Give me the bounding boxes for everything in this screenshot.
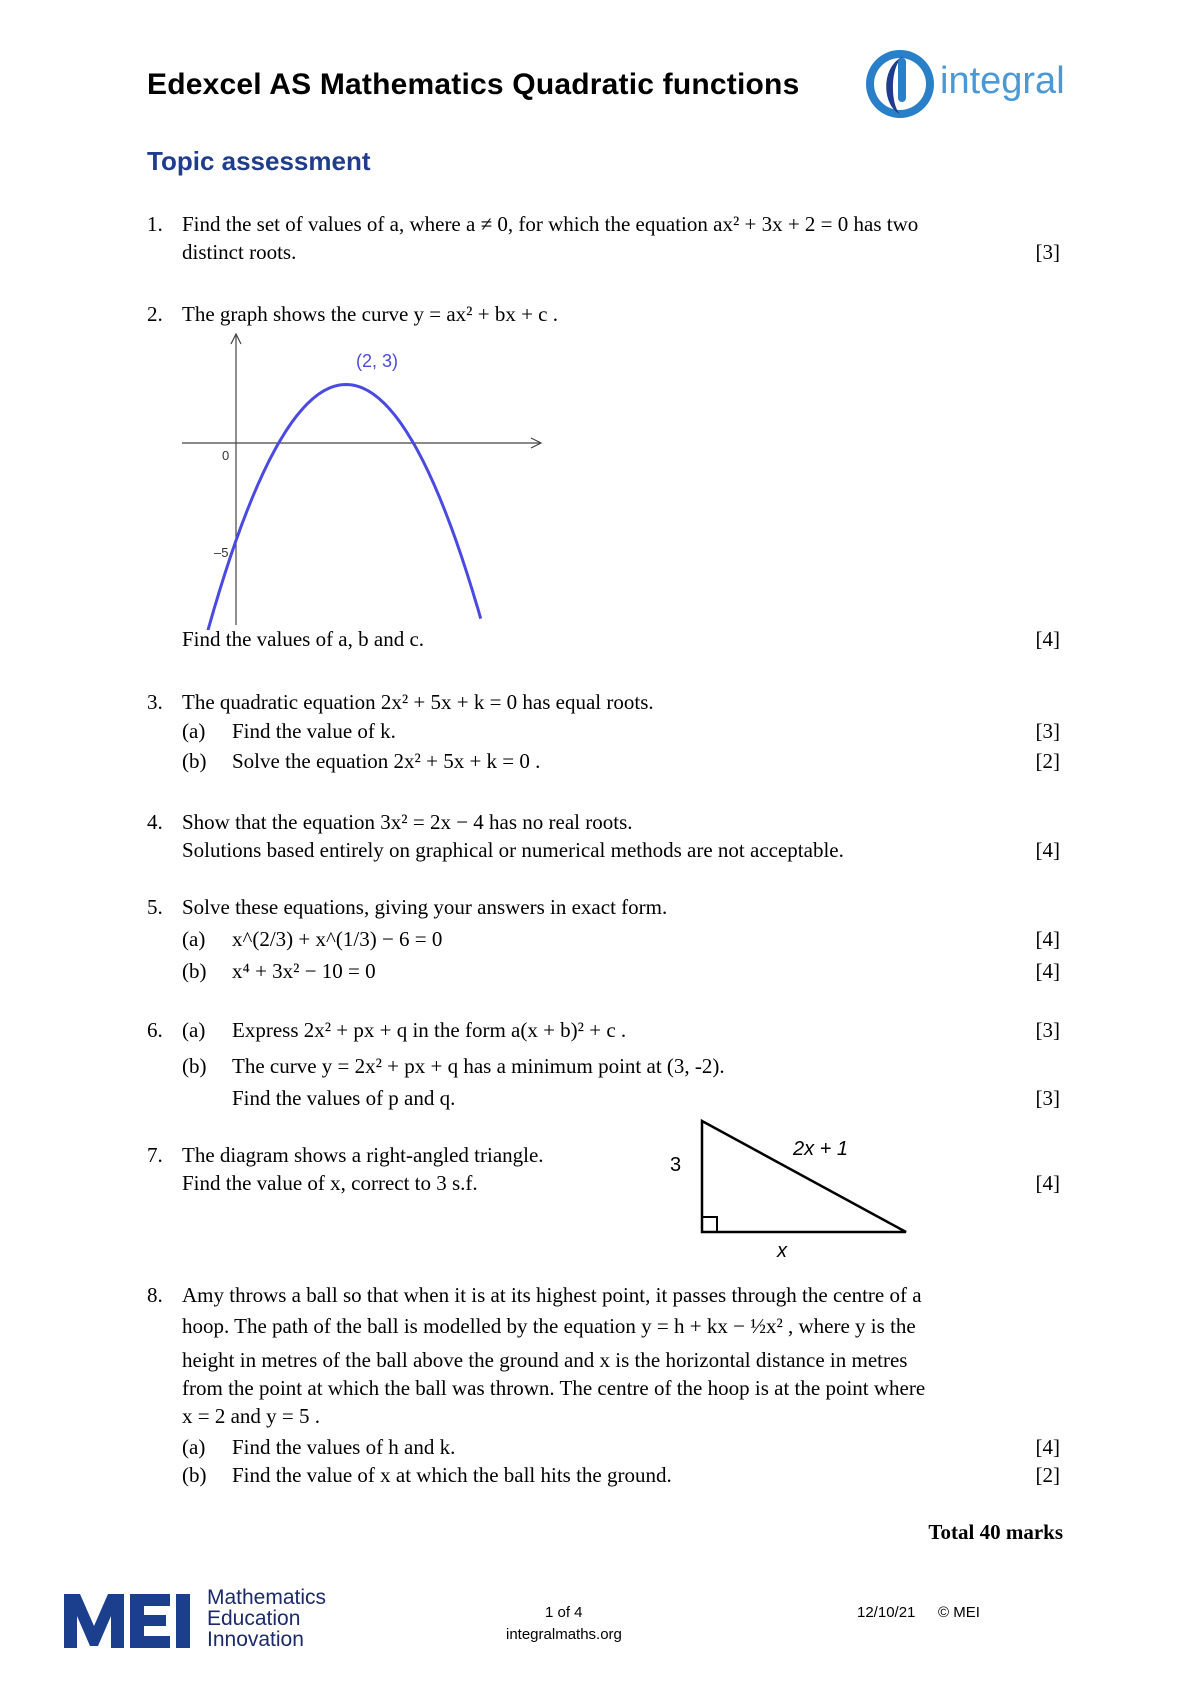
mei-wordmark (207, 1587, 326, 1650)
copyright: © MEI (938, 1604, 980, 1621)
side-vertical-label: 3 (670, 1154, 682, 1176)
mei-word: Mathematics (207, 1586, 327, 1609)
part-text: Find the value of x at which the ball hits the ground. (232, 1463, 672, 1487)
part-label: (b) (182, 1463, 207, 1487)
question-text: height in metres of the ball above the ground and x is the horizontal distance in metres (182, 1348, 908, 1372)
part-label: (b) (182, 959, 207, 983)
part-label: (a) (182, 1435, 206, 1459)
question-number: 3. (147, 690, 163, 714)
question-text: Solve these equations, giving your answers in exact form. (182, 895, 668, 919)
question-text: The diagram shows a right-angled triangle. (182, 1143, 544, 1167)
part-text: x⁴ + 3x² − 10 = 0 (232, 959, 376, 983)
mark: [3] (1035, 240, 1060, 264)
mark: [4] (1035, 1171, 1060, 1195)
mark: [4] (1035, 627, 1060, 651)
part-text: Find the value of k. (232, 719, 396, 743)
question-text: x = 2 and y = 5 . (182, 1404, 321, 1428)
question-1 (0, 210, 1060, 270)
mark: [2] (1035, 749, 1060, 773)
mark: [4] (1035, 927, 1060, 951)
mei-word: Education (207, 1607, 301, 1630)
part-label: (b) (182, 1054, 207, 1078)
question-6 (0, 1016, 1060, 1116)
base-label: x (777, 1240, 787, 1262)
origin-label: 0 (222, 448, 230, 463)
part-label: (a) (182, 719, 206, 743)
vertex-label: (2, 3) (356, 351, 399, 371)
question-text: Find the values of a, b and c. (182, 627, 425, 651)
part-text: Find the values of h and k. (232, 1435, 456, 1459)
section-title: Topic assessment (147, 146, 371, 176)
question-5 (0, 893, 1060, 988)
mark: [4] (1035, 1435, 1060, 1459)
question-text: distinct roots. (182, 240, 297, 264)
y-intercept-label: –5 (214, 545, 229, 560)
question-8 (0, 1281, 1060, 1487)
page-number: 1 of 4 (545, 1604, 583, 1621)
quadratic-graph (170, 330, 550, 630)
mark: [4] (1035, 959, 1060, 983)
question-text: from the point at which the ball was thrown. The centre of the hoop is at the point where (182, 1376, 926, 1400)
question-text: The quadratic equation 2x² + 5x + k = 0 has equal roots. (182, 690, 654, 714)
date: 12/10/21 (857, 1604, 916, 1621)
mark: [2] (1035, 1463, 1060, 1487)
question-number: 4. (147, 810, 163, 834)
question-text: The graph shows the curve y = ax² + bx + c . (182, 302, 558, 326)
part-label: (a) (182, 1018, 206, 1042)
part-text: x^(2/3) + x^(1/3) − 6 = 0 (232, 927, 443, 951)
part-text: Solve the equation 2x² + 5x + k = 0 . (232, 749, 541, 773)
question-number: 1. (147, 212, 163, 236)
mei-logo-icon (62, 1590, 202, 1650)
part-label: (a) (182, 927, 206, 951)
part-text: The curve y = 2x² + px + q has a minimum point at (3, -2). (232, 1054, 725, 1078)
part-text: Express 2x² + px + q in the form a(x + b)² + c . (232, 1018, 627, 1042)
page-title: Edexcel AS Mathematics Quadratic functions (147, 68, 800, 101)
question-text: Amy throws a ball so that when it is at its highest point, it passes through the centre of a (182, 1283, 922, 1307)
question-text: Solutions based entirely on graphical or numerical methods are not acceptable. (182, 838, 844, 862)
mark: [4] (1035, 838, 1060, 862)
hypotenuse-label: 2x + 1 (793, 1138, 849, 1160)
curve (203, 385, 481, 631)
mei-word: Innovation (207, 1628, 304, 1651)
part-text: Find the values of p and q. (232, 1086, 456, 1110)
integral-logo-text: integral (940, 60, 1065, 102)
site-link[interactable]: integralmaths.org (506, 1626, 622, 1643)
mark: [3] (1035, 719, 1060, 743)
question-number: 8. (147, 1283, 163, 1307)
mark: [3] (1035, 1018, 1060, 1042)
question-text: Show that the equation 3x² = 2x − 4 has no real roots. (182, 810, 633, 834)
question-text: hoop. The path of the ball is modelled by the equation y = h + kx − ½x² , where y is the (182, 1314, 916, 1338)
question-number: 7. (147, 1143, 163, 1167)
part-label: (b) (182, 749, 207, 773)
question-number: 2. (147, 302, 163, 326)
question-text: Find the set of values of a, where a ≠ 0, for which the equation ax² + 3x + 2 = 0 has two (182, 212, 919, 236)
mark: [3] (1035, 1086, 1060, 1110)
right-angle-marker (702, 1217, 717, 1232)
question-text: Find the value of x, correct to 3 s.f. (182, 1171, 478, 1195)
question-number: 6. (147, 1018, 163, 1042)
question-number: 5. (147, 895, 163, 919)
triangle-diagram (660, 1115, 920, 1265)
question-4 (0, 808, 1060, 868)
total-marks: Total 40 marks (928, 1520, 1063, 1544)
question-3 (0, 688, 1060, 778)
